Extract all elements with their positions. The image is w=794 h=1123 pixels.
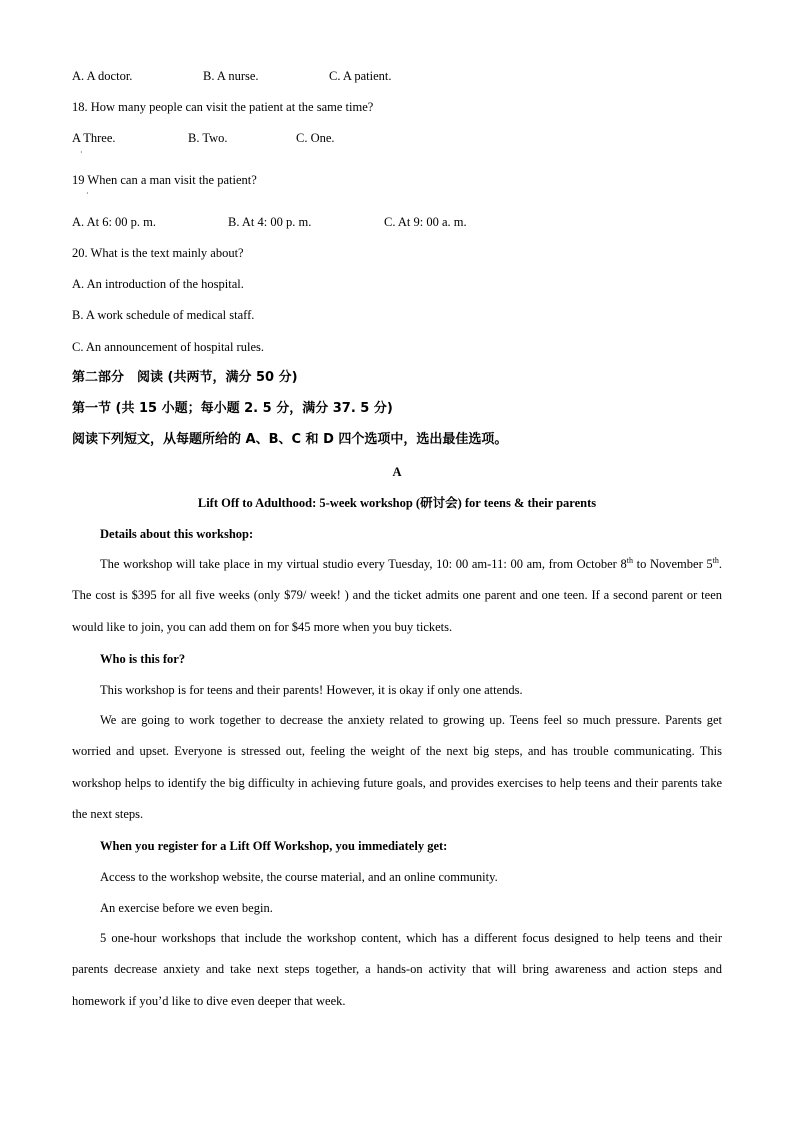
ordinal-suffix: th xyxy=(712,555,719,565)
q17-option-a: A. A doctor. xyxy=(72,69,133,83)
q19-option-b: B. At 4: 00 p. m. xyxy=(228,215,312,229)
details-heading: Details about this workshop: xyxy=(100,527,254,541)
q20-option-b: B. A work schedule of medical staff. xyxy=(72,308,255,322)
who-heading: Who is this for? xyxy=(100,652,186,666)
q18-option-c: C. One. xyxy=(296,131,335,145)
ordinal-suffix: th xyxy=(626,555,633,565)
section-one-heading: 第一节 (共 15 小题；每小题 2. 5 分，满分 37. 5 分) xyxy=(72,401,393,416)
who-paragraph-1: This workshop is for teens and their parents! However, it is okay if only one attends. xyxy=(100,683,523,697)
q20-question: 20. What is the text mainly about? xyxy=(72,246,244,260)
part-two-heading: 第二部分 阅读 (共两节，满分 50 分) xyxy=(72,370,298,385)
q19-question: 19 When can a man visit the patient? xyxy=(72,173,257,187)
register-item-2: An exercise before we even begin. xyxy=(100,901,273,915)
stray-dot: · xyxy=(80,148,83,157)
who-paragraph-2-text: We are going to work together to decrease the anxiety related to growing up. Teens feel so much pressure. Parents get worried and upset. Everyone is stressed out, feeling the weight of the next big steps, and has trouble communicating. This workshop helps to identify the big difficulty in achieving future goals, and provides exercises to help teens and their parents take the next steps. xyxy=(72,713,722,821)
who-paragraph-2 xyxy=(72,705,722,830)
q19-option-a: A. At 6: 00 p. m. xyxy=(72,215,157,229)
register-item-3 xyxy=(72,923,722,1017)
register-heading: When you register for a Lift Off Workshop, you immediately get: xyxy=(100,839,448,853)
q20-option-c: C. An announcement of hospital rules. xyxy=(72,340,264,354)
details-paragraph xyxy=(72,549,722,643)
instructions: 阅读下列短文，从每题所给的 A、B、C 和 D 四个选项中，选出最佳选项。 xyxy=(72,432,508,447)
q18-option-b: B. Two. xyxy=(188,131,228,145)
passage-letter: A xyxy=(392,465,402,479)
details-text-3: . The cost is $395 for all five weeks (only $79/ week! ) and the ticket admits one parent and one teen. If a second parent or teen would like to join, you can add them on for $45 more when you buy tickets. xyxy=(72,557,722,634)
q20-option-a: A. An introduction of the hospital. xyxy=(72,277,244,291)
register-item-1: Access to the workshop website, the course material, and an online community. xyxy=(100,870,498,884)
q18-option-a: A Three. xyxy=(72,131,116,145)
q18-question: 18. How many people can visit the patient at the same time? xyxy=(72,100,374,114)
details-text-1: The workshop will take place in my virtual studio every Tuesday, 10: 00 am-11: 00 am, from October 8 xyxy=(100,557,627,571)
register-item-3-text: 5 one-hour workshops that include the workshop content, which has a different focus designed to help teens and their parents decrease anxiety and take next steps together, a hands-on activity that will bring awareness and action steps and homework if you’d like to dive even deeper that week. xyxy=(72,931,722,1008)
q17-option-b: B. A nurse. xyxy=(203,69,259,83)
stray-dot: · xyxy=(86,189,89,198)
passage-title: Lift Off to Adulthood: 5-week workshop (研讨会) for teens & their parents xyxy=(197,496,597,510)
q19-option-c: C. At 9: 00 a. m. xyxy=(384,215,467,229)
q17-option-c: C. A patient. xyxy=(329,69,392,83)
details-text-2: to November 5 xyxy=(632,557,713,571)
